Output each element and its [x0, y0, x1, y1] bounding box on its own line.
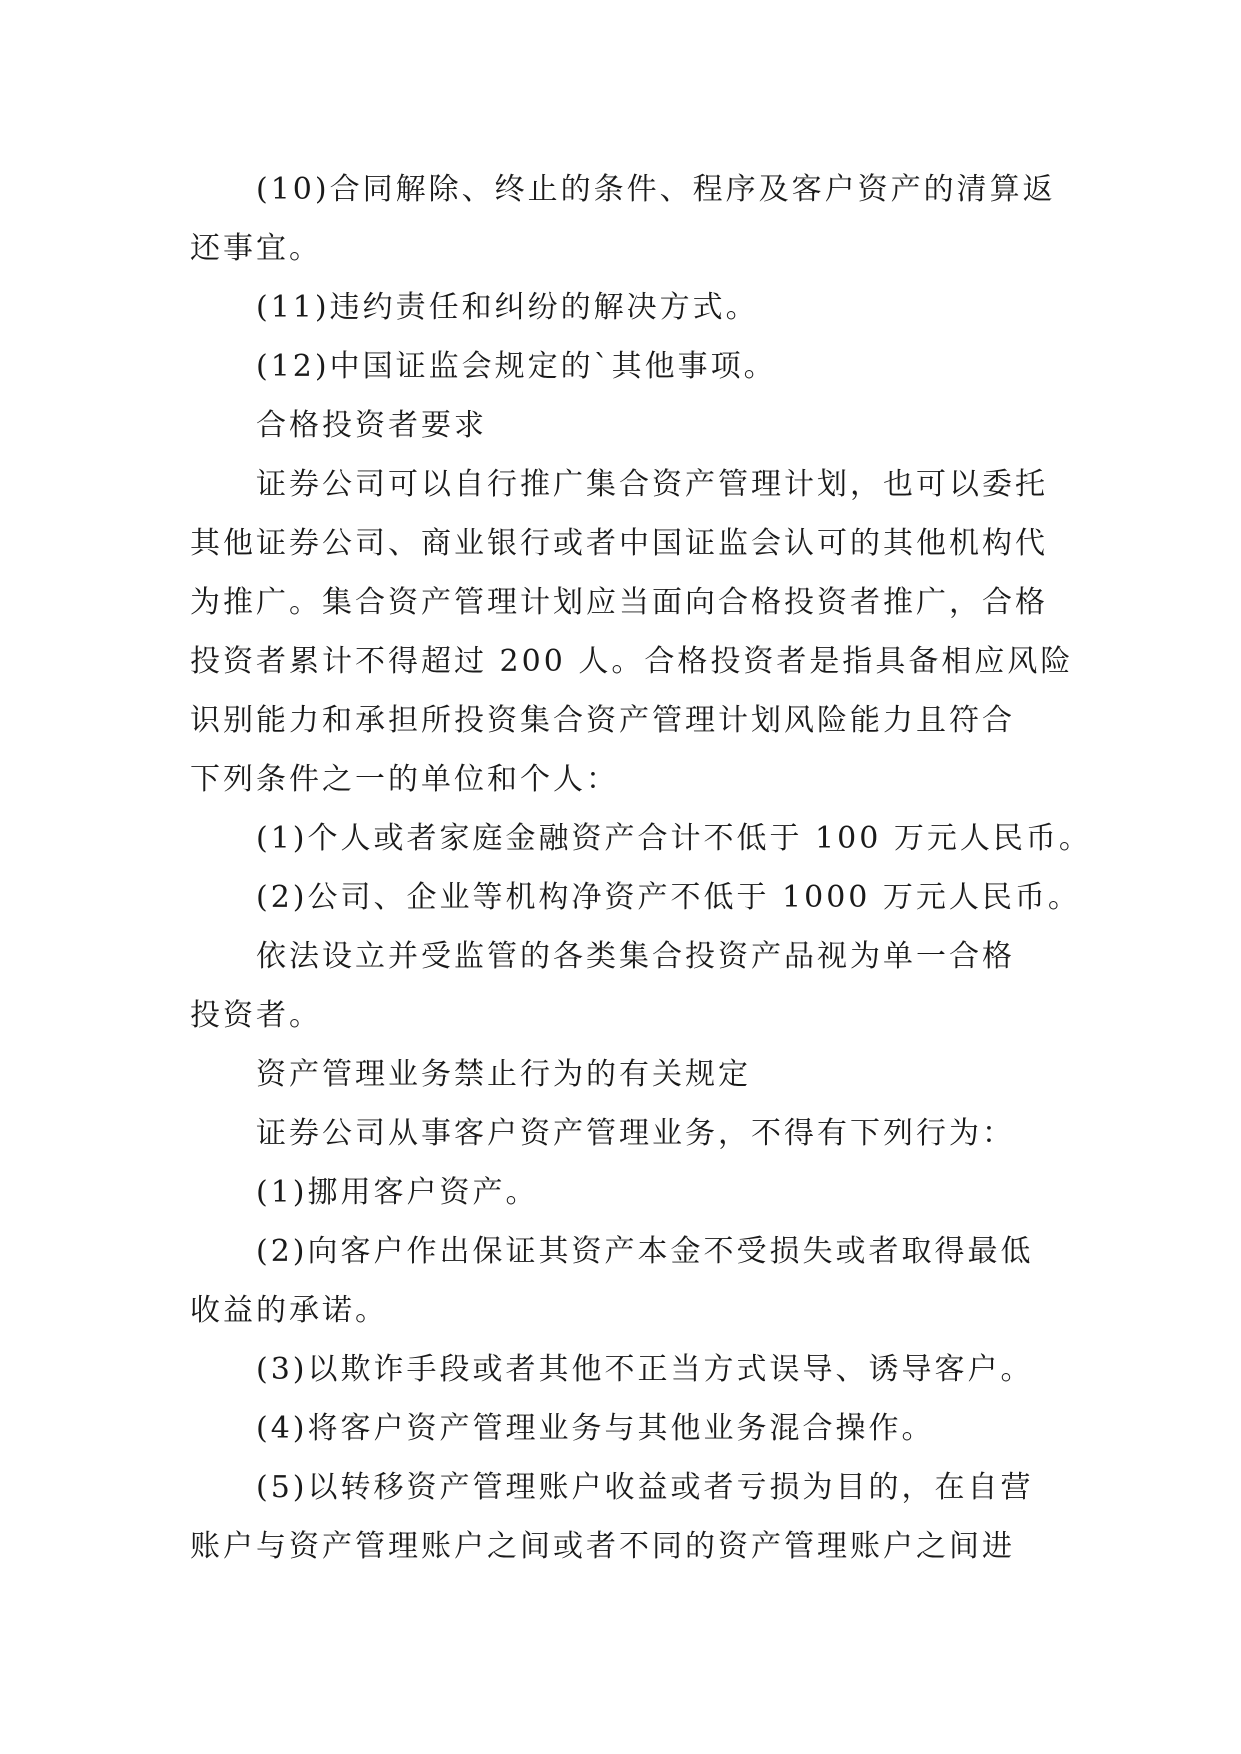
- text-line: 证券公司从事客户资产管理业务，不得有下列行为：: [256, 1116, 1015, 1151]
- text-line: (1)挪用客户资产。: [256, 1175, 539, 1210]
- text-line: (5)以转移资产管理账户收益或者亏损为目的，在自营: [256, 1470, 1034, 1505]
- text-line: 投资者。: [190, 998, 322, 1033]
- text-line: (2)公司、企业等机构净资产不低于 1000 万元人民币。: [256, 880, 1081, 915]
- text-line: 识别能力和承担所投资集合资产管理计划风险能力且符合: [190, 703, 1015, 738]
- text-line: 收益的承诺。: [190, 1293, 388, 1328]
- text-line: 依法设立并受监管的各类集合投资产品视为单一合格: [256, 939, 1015, 974]
- section-heading: 合格投资者要求: [256, 408, 487, 443]
- section-heading: 资产管理业务禁止行为的有关规定: [256, 1057, 751, 1092]
- text-line: 其他证券公司、商业银行或者中国证监会认可的其他机构代: [190, 526, 1048, 561]
- text-line: 账户与资产管理账户之间或者不同的资产管理账户之间进: [190, 1529, 1015, 1564]
- document-body: [190, 160, 1092, 1576]
- text-line: 投资者累计不得超过 200 人。合格投资者是指具备相应风险: [190, 644, 1074, 679]
- text-line: (1)个人或者家庭金融资产合计不低于 100 万元人民币。: [256, 821, 1092, 856]
- text-line: 下列条件之一的单位和个人：: [190, 762, 619, 797]
- text-line: 还事宜。: [190, 231, 322, 266]
- text-line: (10)合同解除、终止的条件、程序及客户资产的清算返: [256, 172, 1056, 207]
- text-line: (3)以欺诈手段或者其他不正当方式误导、诱导客户。: [256, 1352, 1034, 1387]
- text-line: 证券公司可以自行推广集合资产管理计划，也可以委托: [256, 467, 1048, 502]
- text-line: (11)违约责任和纠纷的解决方式。: [256, 290, 759, 325]
- text-line: 为推广。集合资产管理计划应当面向合格投资者推广，合格: [190, 585, 1048, 620]
- text-line: (12)中国证监会规定的`其他事项。: [256, 349, 777, 384]
- text-line: (4)将客户资产管理业务与其他业务混合操作。: [256, 1411, 935, 1446]
- text-line: (2)向客户作出保证其资产本金不受损失或者取得最低: [256, 1234, 1034, 1269]
